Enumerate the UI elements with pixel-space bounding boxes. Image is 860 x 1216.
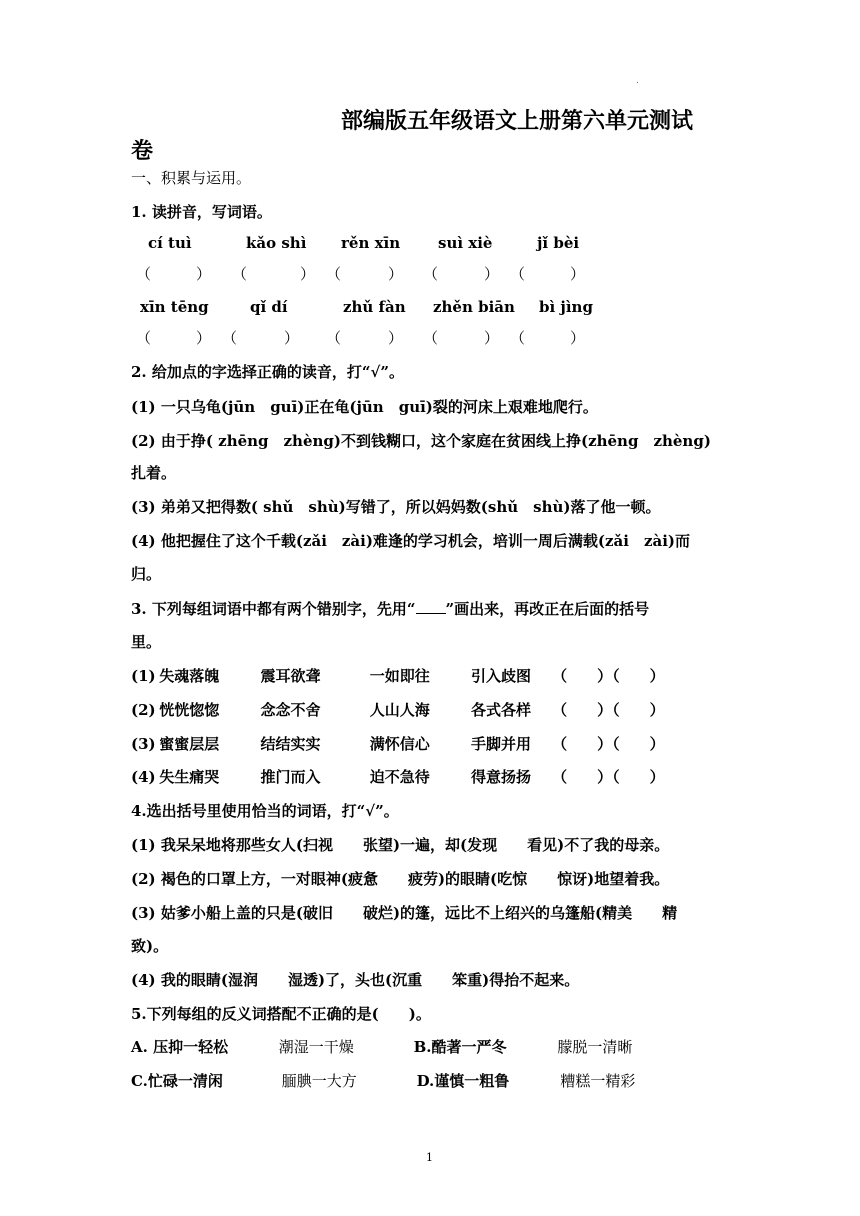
q3-word: 蜜蜜层层: [159, 735, 220, 753]
q3-title-post: ”画出来，再改正在后面的括号: [445, 600, 650, 618]
answer-paren-close: ）: [196, 329, 212, 347]
pinyin-item: jǐ bèi: [537, 234, 580, 252]
q5-option-pair: 糟糕一精彩: [560, 1072, 636, 1090]
answer-paren-close: ）: [484, 329, 500, 347]
q5-option-pair: 朦脱一清晰: [557, 1038, 633, 1056]
q3-title: [131, 598, 649, 619]
q4-item-cont: 致)。: [131, 937, 169, 955]
q5-option-pair: 潮湿一干燥: [278, 1038, 354, 1056]
q4-item: (3) 姑爹小船上盖的只是(破旧 破烂)的篷，远比不上绍兴的乌篷船(精美 精: [131, 904, 678, 922]
page-title: 部编版五年级语文上册第六单元测试: [341, 108, 694, 134]
answer-paren-open: （: [326, 265, 342, 283]
answer-paren-open: （: [510, 265, 526, 283]
q3-word: 一如即往: [369, 667, 430, 685]
q3-word: 恍恍惚惚: [159, 701, 220, 719]
q2-item: (2) 由于挣( zhēng zhèng)不到钱糊口，这个家庭在贫困线上挣(zhēng zhèng): [131, 432, 711, 450]
q3-row-num: (1): [131, 667, 156, 685]
answer-paren-close: ）: [484, 265, 500, 283]
q3-word: 引入歧图: [470, 667, 531, 685]
answer-paren-open: （: [232, 265, 248, 283]
q3-word: 失生痛哭: [159, 768, 220, 786]
pinyin-item: rěn xīn: [341, 234, 401, 252]
q5-option: A. 压抑一轻松: [131, 1038, 229, 1056]
pinyin-item: suì xiè: [438, 234, 493, 252]
q3-word: 推门而入: [260, 768, 321, 786]
q3-word: 失魂落魄: [159, 667, 220, 685]
q2-item-cont: 归。: [131, 565, 162, 583]
answer-paren-close: ）: [196, 265, 212, 283]
answer-paren-open: （: [510, 329, 526, 347]
q5-options-row: [131, 1036, 632, 1057]
q3-answer-parens: （ ）（ ）: [552, 667, 665, 685]
pinyin-item: qǐ dí: [250, 298, 288, 316]
pinyin-item: cí tuì: [148, 234, 192, 252]
q2-item: (1) 一只乌龟(jūn guī)正在龟(jūn guī)裂的河床上艰难地爬行。: [131, 398, 598, 416]
q5-option: B.酷著一严冬: [413, 1038, 507, 1056]
q3-word: 结结实实: [260, 735, 321, 753]
q5-title: 5.下列每组的反义词搭配不正确的是( )。: [131, 1005, 431, 1023]
q3-word: 念念不舍: [260, 701, 321, 719]
answer-paren-close: ）: [388, 329, 404, 347]
q5-option-pair: 腼腆一大方: [281, 1072, 357, 1090]
q3-row-num: (4): [131, 768, 156, 786]
q3-word: 震耳欲聋: [260, 667, 321, 685]
q3-answer-parens: （ ）（ ）: [552, 701, 665, 719]
q3-word: 得意扬扬: [470, 768, 531, 786]
q5-option: C.忙碌一清闲: [131, 1072, 223, 1090]
pinyin-item: bì jìng: [539, 298, 593, 316]
q3-word: 迫不急待: [369, 768, 430, 786]
q3-row-num: (3): [131, 735, 156, 753]
q3-row: [131, 733, 665, 754]
page-title-tail: 卷: [131, 138, 154, 164]
q3-word: 各式各样: [470, 701, 531, 719]
q4-item: (4) 我的眼睛(湿润 湿透)了，头也(沉重 笨重)得抬不起来。: [131, 971, 580, 989]
answer-paren-close: ）: [284, 329, 300, 347]
q1-title: 1. 读拼音，写词语。: [131, 203, 272, 221]
pinyin-item: zhěn biān: [433, 298, 515, 316]
answer-paren-close: ）: [570, 329, 586, 347]
underline-sample: [416, 601, 446, 614]
answer-paren-close: ）: [388, 265, 404, 283]
answer-paren-open: （: [222, 329, 238, 347]
answer-paren-close: ）: [570, 265, 586, 283]
page-number: 1: [426, 1151, 433, 1164]
pinyin-item: kǎo shì: [246, 234, 307, 252]
q2-item: (4) 他把握住了这个千载(zǎi zài)难逢的学习机会，培训一周后满载(zǎi zài)而: [131, 532, 690, 550]
q3-answer-parens: （ ）（ ）: [552, 735, 665, 753]
q4-item: (2) 褐色的口罩上方，一对眼神(疲惫 疲劳)的眼睛(吃惊 惊讶)地望着我。: [131, 870, 670, 888]
q5-option: D.谨慎一粗鲁: [416, 1072, 510, 1090]
q3-row-num: (2): [131, 701, 156, 719]
q2-item-cont: 扎着。: [131, 464, 177, 482]
answer-paren-open: （: [423, 329, 439, 347]
q3-answer-parens: （ ）（ ）: [552, 768, 665, 786]
q4-title: 4.选出括号里使用恰当的词语，打“√”。: [131, 802, 399, 820]
q3-word: 人山人海: [369, 701, 430, 719]
pinyin-item: zhǔ fàn: [343, 298, 406, 316]
q3-row: [131, 766, 665, 787]
q3-row: [131, 699, 665, 720]
q2-title: 2. 给加点的字选择正确的读音，打“√”。: [131, 363, 404, 381]
section-heading: 一、积累与运用。: [131, 169, 252, 187]
q3-title-pre: 3. 下列每组词语中都有两个错别字，先用“: [131, 600, 416, 618]
answer-paren-close: ）: [300, 265, 316, 283]
answer-paren-open: （: [136, 265, 152, 283]
q3-row: [131, 665, 665, 686]
decor-dot: .: [636, 76, 639, 86]
q3-word: 手脚并用: [470, 735, 531, 753]
pinyin-item: xīn tēng: [140, 298, 209, 316]
q3-title-cont: 里。: [131, 633, 162, 651]
q5-options-row: [131, 1070, 635, 1091]
answer-paren-open: （: [423, 265, 439, 283]
answer-paren-open: （: [326, 329, 342, 347]
answer-paren-open: （: [136, 329, 152, 347]
q4-item: (1) 我呆呆地将那些女人(扫视 张望)一遍，却(发现 看见)不了我的母亲。: [131, 836, 670, 854]
q3-word: 满怀信心: [369, 735, 430, 753]
q2-item: (3) 弟弟又把得数( shǔ shù)写错了，所以妈妈数(shǔ shù)落了他一顿。: [131, 498, 661, 516]
